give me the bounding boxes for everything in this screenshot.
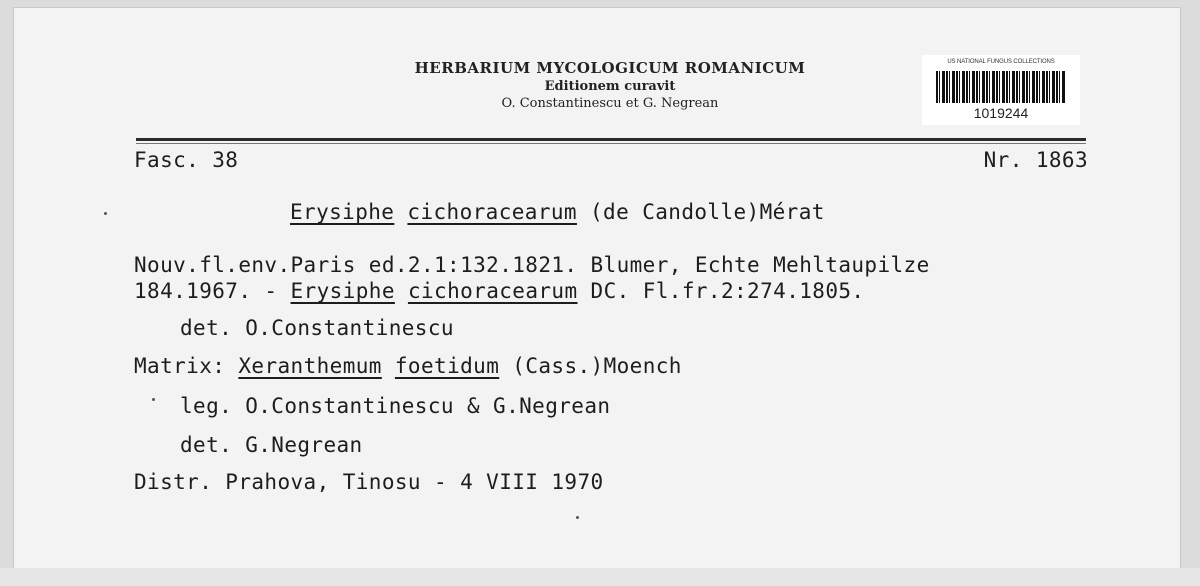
citation-line-2	[134, 279, 864, 303]
background-strip	[0, 568, 1200, 586]
species-author: (de Candolle)Mérat	[590, 200, 825, 224]
species-epithet: cichoracearum	[407, 200, 577, 224]
locality-line: Distr. Prahova, Tinosu - 4 VIII 1970	[134, 470, 604, 494]
determiner-2: det. G.Negrean	[180, 433, 363, 457]
citation-genus: Erysiphe	[290, 279, 395, 303]
barcode-icon	[936, 71, 1066, 103]
paper-speck	[576, 516, 579, 519]
collector-line: leg. O.Constantinescu & G.Negrean	[180, 394, 611, 418]
barcode-number: 1019244	[973, 105, 1029, 121]
paper-speck	[152, 398, 155, 401]
herbarium-title: HERBARIUM MYCOLOGICUM ROMANICUM	[414, 59, 806, 77]
paper-speck	[104, 212, 107, 215]
editor-caption: Editionem curavit	[544, 79, 676, 94]
citation-end: DC. Fl.fr.2:274.1805.	[577, 279, 865, 303]
editor-names: O. Constantinescu et G. Negrean	[501, 96, 719, 111]
matrix-label: Matrix:	[134, 354, 239, 378]
barcode-sticker	[922, 55, 1080, 125]
divider-thin	[136, 143, 1086, 144]
citation-epithet: cichoracearum	[407, 279, 578, 303]
citation-line-1: Nouv.fl.env.Paris ed.2.1:132.1821. Blumer, Echte Mehltaupilze	[134, 253, 930, 277]
barcode-collection: US NATIONAL FUNGUS COLLECTIONS	[947, 59, 1055, 65]
species-name	[290, 200, 825, 224]
divider	[136, 138, 1086, 141]
fascicle-number: Fasc. 38	[134, 148, 239, 172]
matrix-line	[134, 354, 682, 378]
citation-start: 184.1967. -	[134, 279, 291, 303]
label-header	[330, 58, 890, 113]
determiner-1: det. O.Constantinescu	[180, 316, 454, 340]
matrix-epithet: foetidum	[394, 354, 500, 378]
species-genus: Erysiphe	[290, 200, 395, 224]
specimen-number: Nr. 1863	[983, 148, 1088, 172]
matrix-genus: Xeranthemum	[238, 354, 382, 378]
matrix-author: (Cass.)Moench	[499, 354, 682, 378]
